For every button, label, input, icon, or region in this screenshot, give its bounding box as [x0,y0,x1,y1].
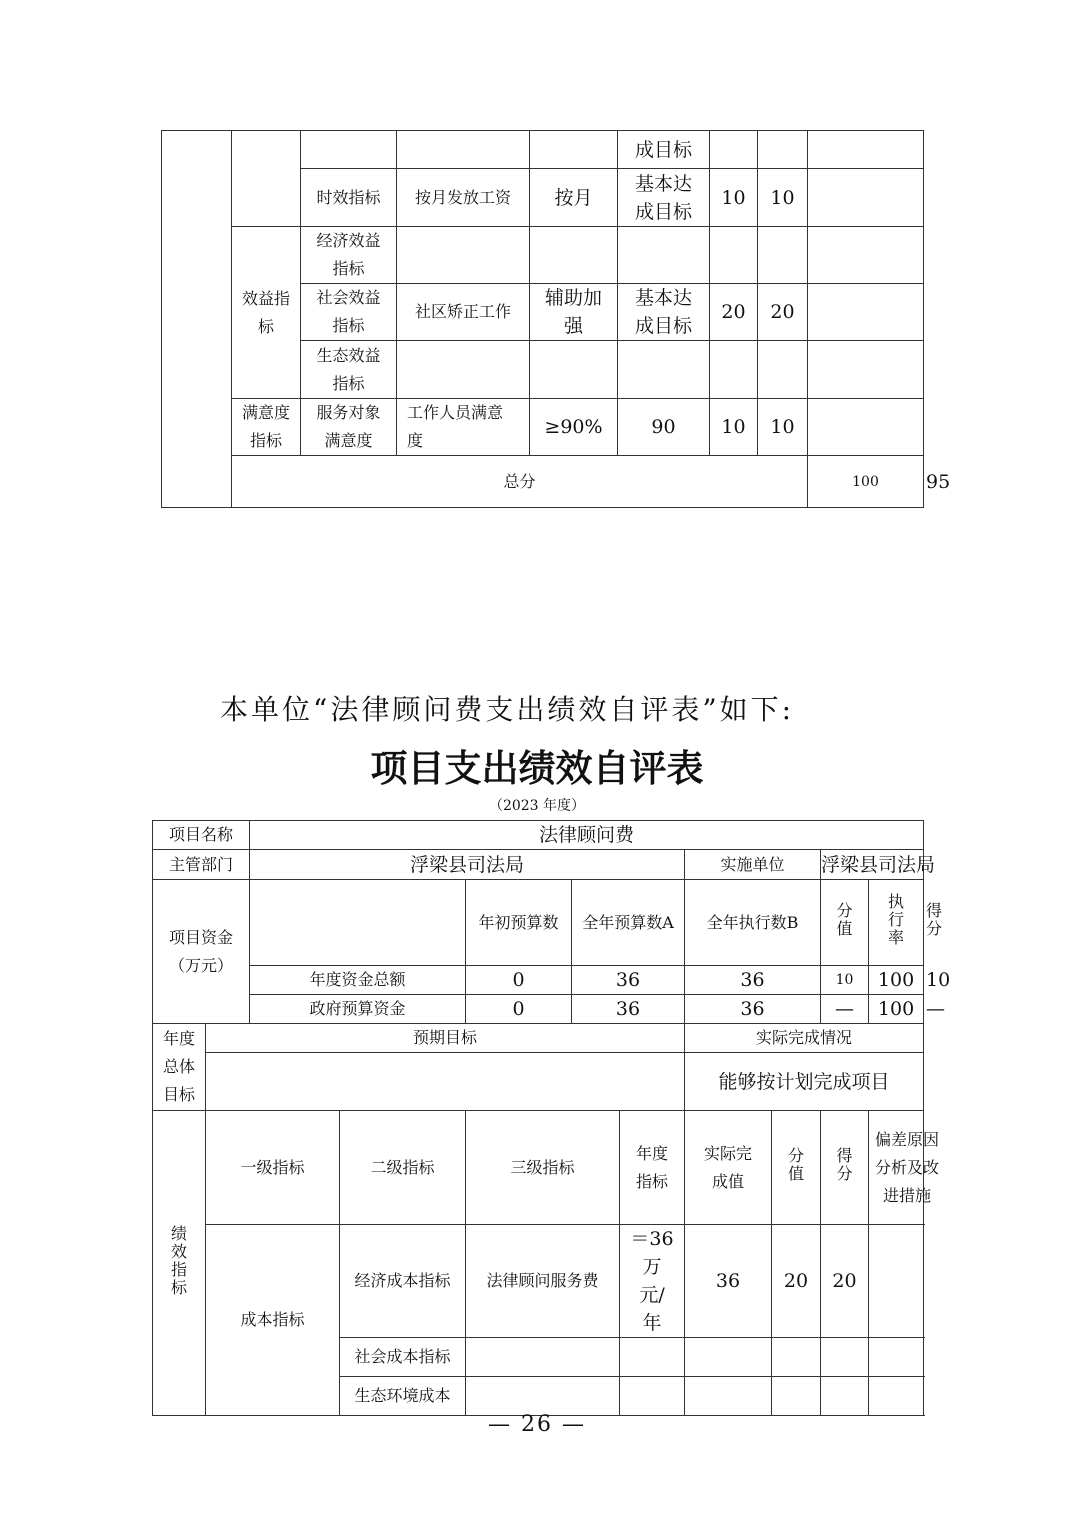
target-cell: ≥90% [530,399,618,456]
perf-cell [685,1377,772,1416]
blank-cell [808,169,924,227]
perf-header: 实际完成值 [685,1111,772,1225]
perf-cell: ＝36万元/年 [620,1225,685,1338]
performance-table-continued: 成目标 时效指标 按月发放工资 按月 基本达成目标 10 10 效益指标 经济效益指标 社会效益指标 社区矫正工作 辅助加强 基本达成目标 20 20 生态效益指标 满意度指标 服务对象满意度 工作人员满意度 ≥90% 90 10 10 总分 100 95 [161,130,924,508]
fund-row-label: 年度资金总额 [250,966,466,995]
completion-cell: 90 [618,399,710,456]
fund-header: 全年执行数B [685,880,821,966]
perf-header: 年度指标 [620,1111,685,1225]
actual-label: 实际完成情况 [685,1024,924,1053]
year-label: （2023 年度） [488,798,586,814]
score-cell: 20 [710,284,758,341]
perf-header: 一级指标 [206,1111,340,1225]
completion-cell: 成目标 [618,131,710,169]
got-cell: 20 [758,284,808,341]
perf-cell: 20 [772,1225,821,1338]
expected-goal-value [206,1053,685,1111]
fund-cell: 36 [685,966,821,995]
perf-cell [620,1338,685,1377]
fund-cell: 36 [572,966,685,995]
blank-cell [808,227,924,284]
perf-cell: 经济成本指标 [340,1225,466,1338]
intro-text: 本单位“法律顾问费支出绩效自评表”如下: [220,693,795,726]
page-title: 项目支出绩效自评表 [370,747,704,790]
fund-header: 分值 [821,880,869,966]
blank-cell [808,341,924,399]
score-cell: 10 [710,399,758,456]
page-number: — 26 — [488,1412,586,1437]
fund-cell: 10 [821,966,869,995]
blank-cell [808,131,924,169]
blank-cell [397,227,530,284]
perf-cell [772,1338,821,1377]
level3-cell: 生态效益指标 [301,341,397,399]
self-evaluation-table: 项目名称 法律顾问费 主管部门 浮梁县司法局 实施单位 浮梁县司法局 项目资金（万元） 年初预算数 全年预算数A 全年执行数B 分值 执行率 得分 年度资金总额 0 36 36 10 100 10 政府预算资金 0 36 36 — 100 — 年度总体目标 预期目标 实际完成情况 能够按计划完成项目 绩效指标 一级指标 二级指标 三级指标 年度指标 实际完成值 分值 得分 偏差原因分析及改进措施 成本指标 经济成本指标 法律顾问服务费 ＝36万元/年 36 20 20 社会成本指标 生态环境成本 [152,820,924,1416]
blank-cell [618,341,710,399]
perf-cell [869,1338,924,1377]
perf-cell [869,1377,924,1416]
got-cell: 10 [758,169,808,227]
perf-cell: 生态环境成本 [340,1377,466,1416]
perf-cell [685,1338,772,1377]
benefit-label: 效益指标 [232,227,301,399]
fund-row-label: 政府预算资金 [250,995,466,1024]
blank-cell [710,131,758,169]
blank-cell [250,880,466,966]
actual-value: 能够按计划完成项目 [685,1053,924,1111]
perf-header: 二级指标 [340,1111,466,1225]
impl-value: 浮梁县司法局 [821,850,924,880]
total-max: 100 [808,456,924,508]
cost-label: 成本指标 [206,1225,340,1416]
level3-cell: 服务对象满意度 [301,399,397,456]
fund-cell: 0 [466,995,572,1024]
got-cell: 10 [758,399,808,456]
dept-value: 浮梁县司法局 [250,850,685,880]
satisfaction-label: 满意度指标 [232,399,301,456]
fund-cell: 0 [466,966,572,995]
completion-cell: 基本达成目标 [618,284,710,341]
perf-cell [620,1377,685,1416]
impl-label: 实施单位 [685,850,821,880]
level3-cell: 时效指标 [301,169,397,227]
perf-header: 三级指标 [466,1111,620,1225]
fund-header: 全年预算数A [572,880,685,966]
blank-cell [758,131,808,169]
fund-cell: 100 [869,966,924,995]
perf-cell [466,1338,620,1377]
goal-label: 年度总体目标 [153,1024,206,1111]
level3-cell: 社会效益指标 [301,284,397,341]
perf-cell [821,1338,869,1377]
project-name-label: 项目名称 [153,821,250,850]
perf-header: 分值 [772,1111,821,1225]
perf-cell: 法律顾问服务费 [466,1225,620,1338]
fund-label: 项目资金（万元） [153,880,250,1024]
blank-cell [758,227,808,284]
target-cell: 辅助加强 [530,284,618,341]
expected-goal-label: 预期目标 [206,1024,685,1053]
blank-cell [710,227,758,284]
perf-cell [772,1377,821,1416]
blank-cell [530,131,618,169]
blank-cell [618,227,710,284]
blank-cell [162,131,232,508]
perf-cell: 社会成本指标 [340,1338,466,1377]
fund-cell: 36 [685,995,821,1024]
blank-cell [808,284,924,341]
perf-cell [821,1377,869,1416]
indicator-cell: 社区矫正工作 [397,284,530,341]
perf-header: 得分 [821,1111,869,1225]
blank-cell [397,341,530,399]
blank-cell [758,341,808,399]
fund-cell: — [821,995,869,1024]
perf-label: 绩效指标 [153,1111,206,1416]
blank-cell [710,341,758,399]
level3-cell: 经济效益指标 [301,227,397,284]
fund-header: 年初预算数 [466,880,572,966]
fund-cell: 36 [572,995,685,1024]
fund-header: 执行率 [869,880,924,966]
project-name-value: 法律顾问费 [250,821,924,850]
indicator-cell: 按月发放工资 [397,169,530,227]
indicator-cell: 工作人员满意度 [397,399,530,456]
completion-cell: 基本达成目标 [618,169,710,227]
blank-cell [397,131,530,169]
perf-cell: 36 [685,1225,772,1338]
dept-label: 主管部门 [153,850,250,880]
blank-cell [232,131,301,227]
target-cell: 按月 [530,169,618,227]
total-label: 总分 [232,456,808,508]
fund-cell: 100 [869,995,924,1024]
perf-header: 偏差原因分析及改进措施 [869,1111,924,1225]
blank-cell [301,131,397,169]
perf-cell: 20 [821,1225,869,1338]
perf-cell [869,1225,924,1338]
perf-cell [466,1377,620,1416]
score-cell: 10 [710,169,758,227]
blank-cell [530,341,618,399]
blank-cell [808,399,924,456]
blank-cell [530,227,618,284]
